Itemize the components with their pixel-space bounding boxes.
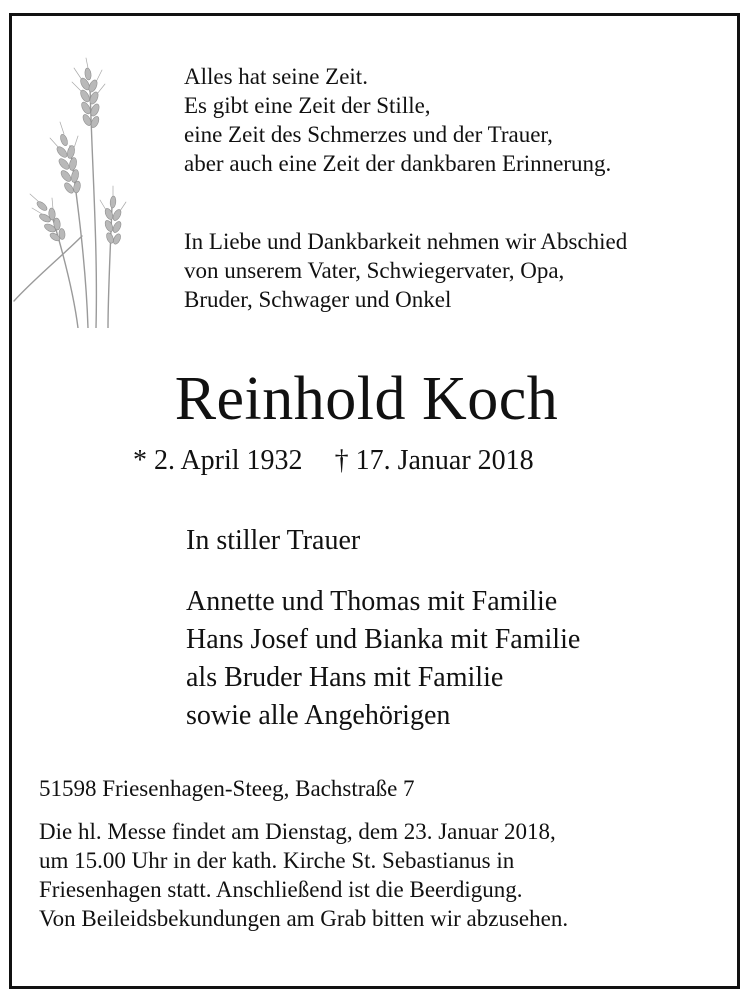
funeral-notice <box>39 817 568 933</box>
farewell-intro <box>184 227 627 314</box>
notice-line: Von Beileidsbekundungen am Grab bitten wir abzusehen. <box>39 906 569 931</box>
poem-line: Alles hat seine Zeit. <box>184 64 368 89</box>
address: 51598 Friesenhagen-Steeg, Bachstraße 7 <box>39 776 415 801</box>
death-date: † 17. Januar 2018 <box>334 445 534 476</box>
intro-line: Bruder, Schwager und Onkel <box>184 287 452 312</box>
mourners-list <box>186 583 580 735</box>
mourner-line: sowie alle Angehörigen <box>186 700 451 731</box>
notice-line: Die hl. Messe findet am Dienstag, dem 23. Januar 2018, <box>39 819 556 844</box>
mourner-line: Annette und Thomas mit Familie <box>186 586 558 617</box>
deceased-name: Reinhold Koch <box>174 365 559 433</box>
poem-line: eine Zeit des Schmerzes und der Trauer, <box>184 122 553 147</box>
notice-line: um 15.00 Uhr in der kath. Kirche St. Sebastianus in <box>39 848 515 873</box>
intro-line: von unserem Vater, Schwiegervater, Opa, <box>184 258 565 283</box>
poem-line: aber auch eine Zeit der dankbaren Erinnerung. <box>184 151 612 176</box>
mourning-heading: In stiller Trauer <box>186 525 361 556</box>
poem-line: Es gibt eine Zeit der Stille, <box>184 93 431 118</box>
mourner-line: Hans Josef und Bianka mit Familie <box>186 624 581 655</box>
life-dates <box>133 443 534 479</box>
mourner-line: als Bruder Hans mit Familie <box>186 662 504 693</box>
notice-line: Friesenhagen statt. Anschließend ist die Beerdigung. <box>39 877 523 902</box>
intro-line: In Liebe und Dankbarkeit nehmen wir Abschied <box>184 229 628 254</box>
deceased-name-block <box>0 361 751 437</box>
birth-date: * 2. April 1932 <box>133 445 303 476</box>
wheat-ears-icon <box>12 56 132 328</box>
poem <box>184 62 611 178</box>
